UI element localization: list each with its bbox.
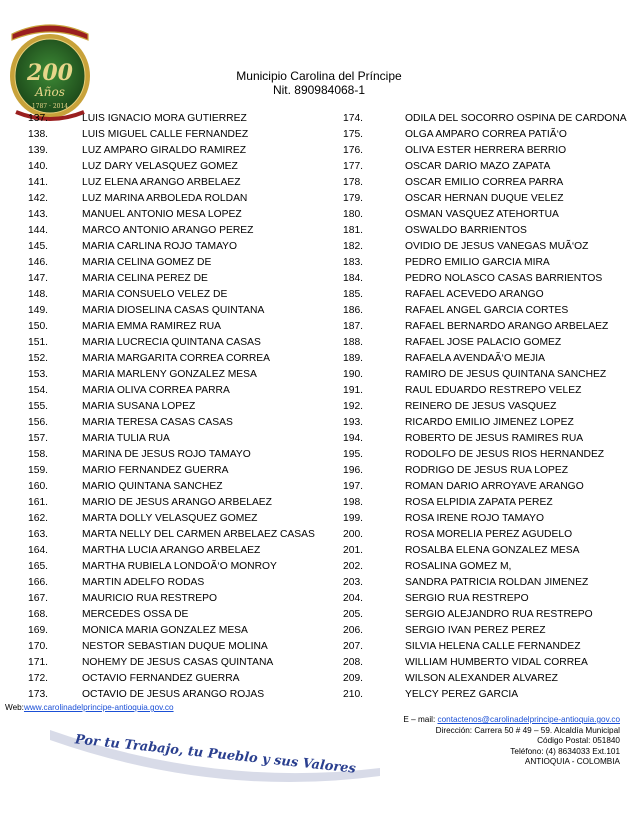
item-number: 156.: [28, 417, 49, 428]
item-number: 159.: [28, 465, 49, 476]
item-number: 201.: [343, 545, 364, 556]
item-number: 183.: [343, 257, 364, 268]
person-name: REINERO DE JESUS VASQUEZ: [405, 401, 557, 412]
person-name: PEDRO NOLASCO CASAS BARRIENTOS: [405, 273, 603, 284]
person-name: OCTAVIO DE JESUS ARANGO ROJAS: [82, 689, 265, 700]
item-number: 165.: [28, 561, 49, 572]
item-number: 164.: [28, 545, 49, 556]
item-number: 200.: [343, 529, 364, 540]
postal-code: Código Postal: 051840: [537, 736, 620, 746]
item-number: 151.: [28, 337, 49, 348]
person-name: LUIS IGNACIO MORA GUTIERREZ: [82, 113, 247, 124]
person-name: LUZ MARINA ARBOLEDA ROLDAN: [82, 193, 248, 204]
item-number: 181.: [343, 225, 364, 236]
item-number: 171.: [28, 657, 49, 668]
item-number: 208.: [343, 657, 364, 668]
seal-years: 1787 · 2014: [31, 103, 69, 110]
person-name: SILVIA HELENA CALLE FERNANDEZ: [405, 641, 581, 652]
person-name: OSMAN VASQUEZ ATEHORTUA: [405, 209, 559, 220]
item-number: 154.: [28, 385, 49, 396]
person-name: OLGA AMPARO CORREA PATIÃ‘O: [405, 129, 567, 140]
item-number: 192.: [343, 401, 364, 412]
item-number: 145.: [28, 241, 49, 252]
person-name: OSCAR HERNAN DUQUE VELEZ: [405, 193, 564, 204]
item-number: 179.: [343, 193, 364, 204]
person-name: MARIA CELINA PEREZ DE: [82, 273, 208, 284]
person-name: MARCO ANTONIO ARANGO PEREZ: [82, 225, 254, 236]
item-number: 162.: [28, 513, 49, 524]
item-number: 152.: [28, 353, 49, 364]
person-name: MARIA SUSANA LOPEZ: [82, 401, 196, 412]
seal-number: 200: [27, 60, 73, 86]
item-number: 203.: [343, 577, 364, 588]
person-name: YELCY PEREZ GARCIA: [405, 689, 519, 700]
footer-contact: [403, 715, 620, 768]
person-name: MARINA DE JESUS ROJO TAMAYO: [82, 449, 251, 460]
item-number: 172.: [28, 673, 49, 684]
item-number: 180.: [343, 209, 364, 220]
person-name: RAMIRO DE JESUS QUINTANA SANCHEZ: [405, 369, 607, 380]
person-name: OCTAVIO FERNANDEZ GUERRA: [82, 673, 240, 684]
item-number: 160.: [28, 481, 49, 492]
item-number: 153.: [28, 369, 49, 380]
item-number: 194.: [343, 433, 364, 444]
email-label: E – mail:: [403, 715, 436, 724]
item-number: 161.: [28, 497, 49, 508]
item-number: 177.: [343, 161, 364, 172]
person-name: NESTOR SEBASTIAN DUQUE MOLINA: [82, 641, 268, 652]
item-number: 166.: [28, 577, 49, 588]
person-name: NOHEMY DE JESUS CASAS QUINTANA: [82, 657, 274, 668]
person-name: MARIA EMMA RAMIREZ RUA: [82, 321, 222, 332]
item-number: 169.: [28, 625, 49, 636]
person-name: MERCEDES OSSA DE: [82, 609, 189, 620]
item-number: 198.: [343, 497, 364, 508]
person-name: MARIA MARLENY GONZALEZ MESA: [82, 369, 257, 380]
item-number: 196.: [343, 465, 364, 476]
person-name: RAUL EDUARDO RESTREPO VELEZ: [405, 385, 582, 396]
email-link[interactable]: contactenos@carolinadelprincipe-antioquia.gov.co: [437, 715, 620, 724]
item-number: 175.: [343, 129, 364, 140]
person-name: LUZ ELENA ARANGO ARBELAEZ: [82, 177, 241, 188]
item-number: 137.: [28, 113, 49, 124]
person-name: SERGIO IVAN PEREZ PEREZ: [405, 625, 546, 636]
person-name: WILLIAM HUMBERTO VIDAL CORREA: [405, 657, 588, 668]
item-number: 207.: [343, 641, 364, 652]
municipality-title: Municipio Carolina del Príncipe: [236, 69, 402, 83]
person-name: ROSA IRENE ROJO TAMAYO: [405, 513, 545, 524]
item-number: 150.: [28, 321, 49, 332]
item-number: 144.: [28, 225, 49, 236]
item-number: 143.: [28, 209, 49, 220]
item-number: 199.: [343, 513, 364, 524]
item-number: 158.: [28, 449, 49, 460]
item-number: 205.: [343, 609, 364, 620]
slogan-text: Por tu Trabajo, tu Pueblo y sus Valores: [74, 732, 357, 777]
item-number: 210.: [343, 689, 364, 700]
person-name: OSCAR EMILIO CORREA PARRA: [405, 177, 564, 188]
person-name: MARTA NELLY DEL CARMEN ARBELAEZ CASAS: [82, 529, 315, 540]
item-number: 140.: [28, 161, 49, 172]
person-name: MANUEL ANTONIO MESA LOPEZ: [82, 209, 242, 220]
location-line: ANTIOQUIA - COLOMBIA: [524, 757, 620, 767]
person-name: RODOLFO DE JESUS RIOS HERNANDEZ: [405, 449, 605, 460]
person-name: OSWALDO BARRIENTOS: [405, 225, 527, 236]
person-name: ROSALINA GOMEZ M,: [405, 561, 512, 572]
item-number: 202.: [343, 561, 364, 572]
person-name: LUZ AMPARO GIRALDO RAMIREZ: [82, 145, 247, 156]
item-number: 149.: [28, 305, 49, 316]
item-number: 195.: [343, 449, 364, 460]
item-number: 178.: [343, 177, 364, 188]
item-number: 176.: [343, 145, 364, 156]
phone-line: Teléfono: (4) 8634033 Ext.101: [510, 746, 620, 756]
person-name: RAFAEL BERNARDO ARANGO ARBELAEZ: [405, 321, 609, 332]
item-number: 138.: [28, 129, 49, 140]
slogan-banner: [50, 718, 380, 790]
person-name: MARTIN ADELFO RODAS: [82, 577, 205, 588]
item-number: 186.: [343, 305, 364, 316]
item-number: 185.: [343, 289, 364, 300]
person-name: ROSA ELPIDIA ZAPATA PEREZ: [405, 497, 553, 508]
person-name: OVIDIO DE JESUS VANEGAS MUÃ‘OZ: [405, 241, 589, 252]
footer-web: [5, 703, 174, 712]
person-name: MAURICIO RUA RESTREPO: [82, 593, 218, 604]
item-number: 191.: [343, 385, 364, 396]
item-number: 147.: [28, 273, 49, 284]
item-number: 187.: [343, 321, 364, 332]
person-name: ROSA MORELIA PEREZ AGUDELO: [405, 529, 573, 540]
person-name: ROMAN DARIO ARROYAVE ARANGO: [405, 481, 584, 492]
person-name: MARTA DOLLY VELASQUEZ GOMEZ: [82, 513, 258, 524]
item-number: 170.: [28, 641, 49, 652]
web-label: Web:: [5, 703, 24, 712]
item-number: 206.: [343, 625, 364, 636]
person-name: OSCAR DARIO MAZO ZAPATA: [405, 161, 551, 172]
person-name: RAFAEL ANGEL GARCIA CORTES: [405, 305, 569, 316]
item-number: 142.: [28, 193, 49, 204]
item-number: 168.: [28, 609, 49, 620]
item-number: 209.: [343, 673, 364, 684]
person-name: MARIA OLIVA CORREA PARRA: [82, 385, 230, 396]
seal-script: Años: [35, 85, 65, 99]
person-name: ROSALBA ELENA GONZALEZ MESA: [405, 545, 580, 556]
person-name: MARIA MARGARITA CORREA CORREA: [82, 353, 271, 364]
item-number: 148.: [28, 289, 49, 300]
person-name: RODRIGO DE JESUS RUA LOPEZ: [405, 465, 569, 476]
person-name: MARIA DIOSELINA CASAS QUINTANA: [82, 305, 265, 316]
item-number: 193.: [343, 417, 364, 428]
person-name: MARIO FERNANDEZ GUERRA: [82, 465, 229, 476]
item-number: 157.: [28, 433, 49, 444]
item-number: 204.: [343, 593, 364, 604]
item-number: 155.: [28, 401, 49, 412]
person-name: MONICA MARIA GONZALEZ MESA: [82, 625, 248, 636]
item-number: 190.: [343, 369, 364, 380]
person-name: LUIS MIGUEL CALLE FERNANDEZ: [82, 129, 249, 140]
item-number: 146.: [28, 257, 49, 268]
web-link[interactable]: www.carolinadelprincipe-antioquia.gov.co: [23, 703, 174, 712]
person-name: ODILA DEL SOCORRO OSPINA DE CARDONA: [405, 113, 627, 124]
person-name: RICARDO EMILIO JIMENEZ LOPEZ: [405, 417, 574, 428]
item-number: 141.: [28, 177, 49, 188]
item-number: 189.: [343, 353, 364, 364]
nit-number: Nit. 890984068-1: [272, 83, 366, 97]
person-name: RAFAEL ACEVEDO ARANGO: [405, 289, 544, 300]
person-name: MARIA CARLINA ROJO TAMAYO: [82, 241, 238, 252]
person-name: LUZ DARY VELASQUEZ GOMEZ: [82, 161, 238, 172]
item-number: 174.: [343, 113, 364, 124]
address-line: Dirección: Carrera 50 # 49 – 59. Alcaldía Municipal: [435, 725, 620, 735]
item-number: 173.: [28, 689, 49, 700]
person-name: WILSON ALEXANDER ALVAREZ: [405, 673, 558, 684]
person-name: MARIA TERESA CASAS CASAS: [82, 417, 233, 428]
person-name: SERGIO ALEJANDRO RUA RESTREPO: [405, 609, 593, 620]
item-number: 184.: [343, 273, 364, 284]
item-number: 163.: [28, 529, 49, 540]
person-name: OLIVA ESTER HERRERA BERRIO: [405, 145, 567, 156]
item-number: 188.: [343, 337, 364, 348]
person-name: MARTHA RUBIELA LONDOÃ‘O MONROY: [82, 561, 277, 572]
person-name: MARIO DE JESUS ARANGO ARBELAEZ: [82, 497, 272, 508]
person-name: MARIA CONSUELO VELEZ DE: [82, 289, 228, 300]
person-name: MARTHA LUCIA ARANGO ARBELAEZ: [82, 545, 261, 556]
item-number: 182.: [343, 241, 364, 252]
person-name: RAFAEL JOSE PALACIO GOMEZ: [405, 337, 562, 348]
person-name: SERGIO RUA RESTREPO: [405, 593, 529, 604]
person-name: MARIO QUINTANA SANCHEZ: [82, 481, 223, 492]
person-name: SANDRA PATRICIA ROLDAN JIMENEZ: [405, 577, 589, 588]
item-number: 139.: [28, 145, 49, 156]
person-name: RAFAELA AVENDAÃ‘O MEJIA: [405, 353, 546, 364]
item-number: 197.: [343, 481, 364, 492]
person-name: MARIA CELINA GOMEZ DE: [82, 257, 212, 268]
person-name: ROBERTO DE JESUS RAMIRES RUA: [405, 433, 584, 444]
person-name: MARIA LUCRECIA QUINTANA CASAS: [82, 337, 261, 348]
item-number: 167.: [28, 593, 49, 604]
person-name: PEDRO EMILIO GARCIA MIRA: [405, 257, 550, 268]
person-name: MARIA TULIA RUA: [82, 433, 170, 444]
